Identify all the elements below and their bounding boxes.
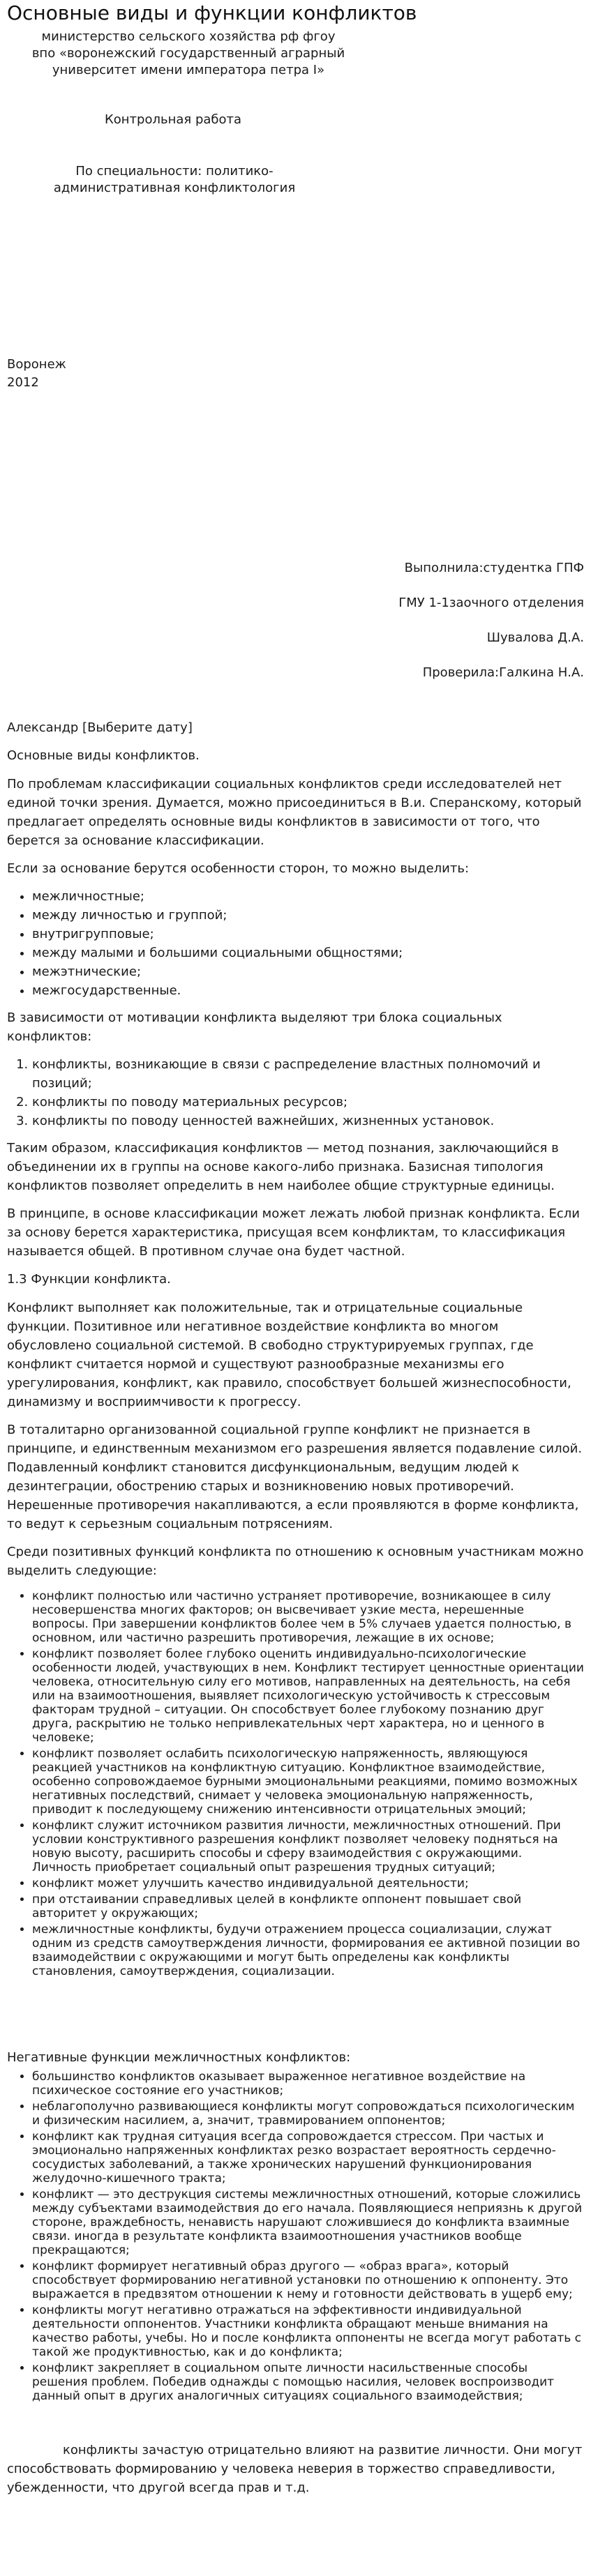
list-item: • между малыми и большими социальными общностями; [32, 944, 584, 962]
list-item: • конфликт полностью или частично устраняет противоречие, возникающее в силу несовершенства многих факторов; он высвечивает узкие места, нерешенные вопросы. При завершении конфликтов более чем в 5% случаев удается полностью, в основном, или частично разрешить противоречия, лежащие в их основе; [32, 1589, 584, 1645]
signature-line-reviewer: Проверила:Галкина Н.А. [422, 665, 584, 680]
paragraph: Конфликт выполняет как положительные, так и отрицательные социальные функции. Позитивное или негативное воздействие конфликта во многом обусловлено социальной системой. В свободно структурируемых группах, где конфликт считается нормой и существуют разнообразные механизмы его урегулирования, конфликт, как правило, способствует большей жизнеспособности, динамизму и восприимчивости к прогрессу. [7, 1301, 571, 1409]
signature-line-name: Шувалова Д.А. [486, 630, 584, 645]
paragraph: По проблемам классификации социальных конфликтов среди исследователей нет единой точки зрения. Думается, можно присоединиться в В.и. Сперанскому, который предлагает определять основные виды конфликтов в зависимости от того, что берется за основание классификации. [7, 777, 582, 848]
speciality-line: По специальности: политико- [75, 164, 274, 179]
list-item: • конфликт позволяет ослабить психологическую напряженность, являющуюся реакцией участников на конфликтную ситуацию. Конфликтное взаимодействие, особенно сопровождаемое бурными эмоциональными реакциями, помимо возможных негативных последствий, снимает у человека эмоциональную напряженность, приводит к последующему снижению интенсивности отрицательных эмоций; [32, 1747, 584, 1817]
list-item: • между личностью и группой; [32, 906, 584, 925]
ministry-line: университет имени императора петра I» [52, 63, 325, 77]
author-date-line: Александр [Выберите дату] [7, 720, 193, 735]
paragraph: Таким образом, классификация конфликтов — метод познания, заключающийся в объединении их в группы на основе какого-либо признака. Базисная типология конфликтов позволяет определить в нем наиболее общие структурные единицы. [7, 1141, 559, 1193]
section-heading-types: Основные виды конфликтов. [7, 748, 200, 763]
list-conflict-motives [7, 1055, 584, 1130]
list-item: • межличностные конфликты, будучи отражением процесса социализации, служат одним из средств самоутверждения личности, формирования ее активной позиции во взаимодействии с окружающими и могут быть определены как конфликты становления, самоутверждения, социализации. [32, 1923, 584, 1978]
ministry-line: министерство сельского хозяйства рф фгоу [41, 29, 336, 44]
list-item: • конфликт — это деструкция системы межличностных отношений, которые сложились между субъектами взаимодействия до его начала. Появляющиеся неприязнь к другой стороне, враждебность, ненависть нарушают сложившиеся до конфликта взаимные связи. иногда в результате конфликта взаимоотношения участников вообще прекращаются; [32, 2188, 584, 2257]
list-item: 2. конфликты по поводу материальных ресурсов; [32, 1093, 584, 1112]
document-page [0, 1, 591, 2497]
signature-line-student: Выполнила:студентка ГПФ [404, 561, 584, 575]
list-conflict-sides [7, 887, 584, 1000]
list-item: • межэтнические; [32, 962, 584, 981]
paragraph: Если за основание берутся особенности сторон, то можно выделить: [7, 861, 470, 876]
document-body [7, 746, 584, 2497]
signature-block [7, 559, 584, 681]
list-item: • большинство конфликтов оказывает выраженное негативное воздействие на психическое состояние его участников; [32, 2070, 584, 2098]
final-paragraph-text: конфликты зачастую отрицательно влияют на развитие личности. Они могут способствовать формированию у человека неверия в торжество справедливости, убежденности, что другой всегда прав и т.д. [7, 2443, 583, 2495]
page-title: Основные виды и функции конфликтов [7, 1, 417, 24]
list-negative-functions [7, 2070, 584, 2403]
ministry-header [7, 29, 370, 79]
paragraph: В тоталитарно организованной социальной группе конфликт не признается в принципе, и единственным механизмом его разрешения является подавление силой. Подавленный конфликт становится дисфункциональным, ведущим людей к дезинтеграции, обострению старых и возникновению новых противоречий. Нерешенные противоречия накапливаются, а если проявляются в форме конфликта, то ведут к серьезным социальным потрясениям. [7, 1423, 583, 1531]
speciality [49, 163, 300, 197]
paragraph: Среди позитивных функций конфликта по отношению к основным участникам можно выделить следующие: [7, 1545, 584, 1578]
list-item: • внутригрупповые; [32, 925, 584, 944]
ministry-line: впо «воронежский государственный аграрный [31, 46, 345, 61]
year: 2012 [7, 375, 39, 390]
list-item: 1. конфликты, возникающие в связи с распределение властных полномочий и позиций; [32, 1055, 584, 1093]
list-item: • конфликты могут негативно отражаться на эффективности индивидуальной деятельности оппонентов. Участники конфликта обращают меньше внимания на качество работы, учебы. Но и после конфликта оппоненты не всегда могут работать с такой же продуктивностью, как и до конфликта; [32, 2303, 584, 2359]
list-item: • конфликт формирует негативный образ другого — «образ врага», который способствует формированию негативной установки по отношению к оппоненту. Это выражается в предвзятом отношении к нему и готовности действовать в ущерб ему; [32, 2259, 584, 2301]
list-positive-functions [7, 1589, 584, 1978]
list-item: • неблагополучно развивающиеся конфликты могут сопровождаться психологическим и физическим насилием, а, значит, травмированием оппонентов; [32, 2100, 584, 2128]
negative-functions-heading: Негативные функции межличностных конфликтов: [7, 2050, 351, 2065]
signature-line-department: ГМУ 1-1заочного отделения [398, 596, 584, 610]
work-type: Контрольная работа [105, 112, 242, 127]
list-item: • конфликт как трудная ситуация всегда сопровождается стрессом. При частых и эмоционально напряженных конфликтах резко возрастает вероятность сердечно-сосудистых заболеваний, а также хронических нарушений функционирования желудочно-кишечного тракта; [32, 2130, 584, 2185]
city-year [7, 356, 584, 392]
final-paragraph [7, 2441, 584, 2497]
list-item: • межличностные; [32, 887, 584, 906]
paragraph: В зависимости от мотивации конфликта выделяют три блока социальных конфликтов: [7, 1010, 502, 1044]
section-heading-functions: 1.3 Функции конфликта. [7, 1272, 171, 1287]
list-item: • конфликт позволяет более глубоко оценить индивидуально-психологические особенности людей, участвующих в нем. Конфликт тестирует ценностные ориентации человека, относительную силу его мотивов, направленных на деятельность, на себя или на взаимоотношения, выявляет психологическую устойчивость к стрессовым факторам трудной – ситуации. Он способствует более глубокому познанию друг друга, раскрытию не только непривлекательных черт характера, но и ценного в человеке; [32, 1647, 584, 1745]
speciality-line: административная конфликтология [53, 181, 296, 195]
list-item: 3. конфликты по поводу ценностей важнейших, жизненных установок. [32, 1112, 584, 1130]
city: Воронеж [7, 357, 66, 372]
list-item: • при отстаивании справедливых целей в конфликте оппонент повышает свой авторитет у окружающих; [32, 1893, 584, 1920]
paragraph: В принципе, в основе классификации может лежать любой признак конфликта. Если за основу берется характеристика, присущая всем конфликтам, то классификация называется общей. В противном случае она будет частной. [7, 1206, 580, 1259]
list-item: • межгосударственные. [32, 981, 584, 1000]
list-item: • конфликт служит источником развития личности, межличностных отношений. При условии конструктивного разрешения конфликт позволяет человеку подняться на новую высоту, расширить способы и сферу взаимодействия с окружающими. Личность приобретает социальный опыт разрешения трудных ситуаций; [32, 1819, 584, 1874]
list-item: • конфликт может улучшить качество индивидуальной деятельности; [32, 1877, 584, 1891]
list-item: • конфликт закрепляет в социальном опыте личности насильственные способы решения проблем. Победив однажды с помощью насилия, человек воспроизводит данный опыт в других аналогичных ситуациях социального взаимодействия; [32, 2361, 584, 2403]
